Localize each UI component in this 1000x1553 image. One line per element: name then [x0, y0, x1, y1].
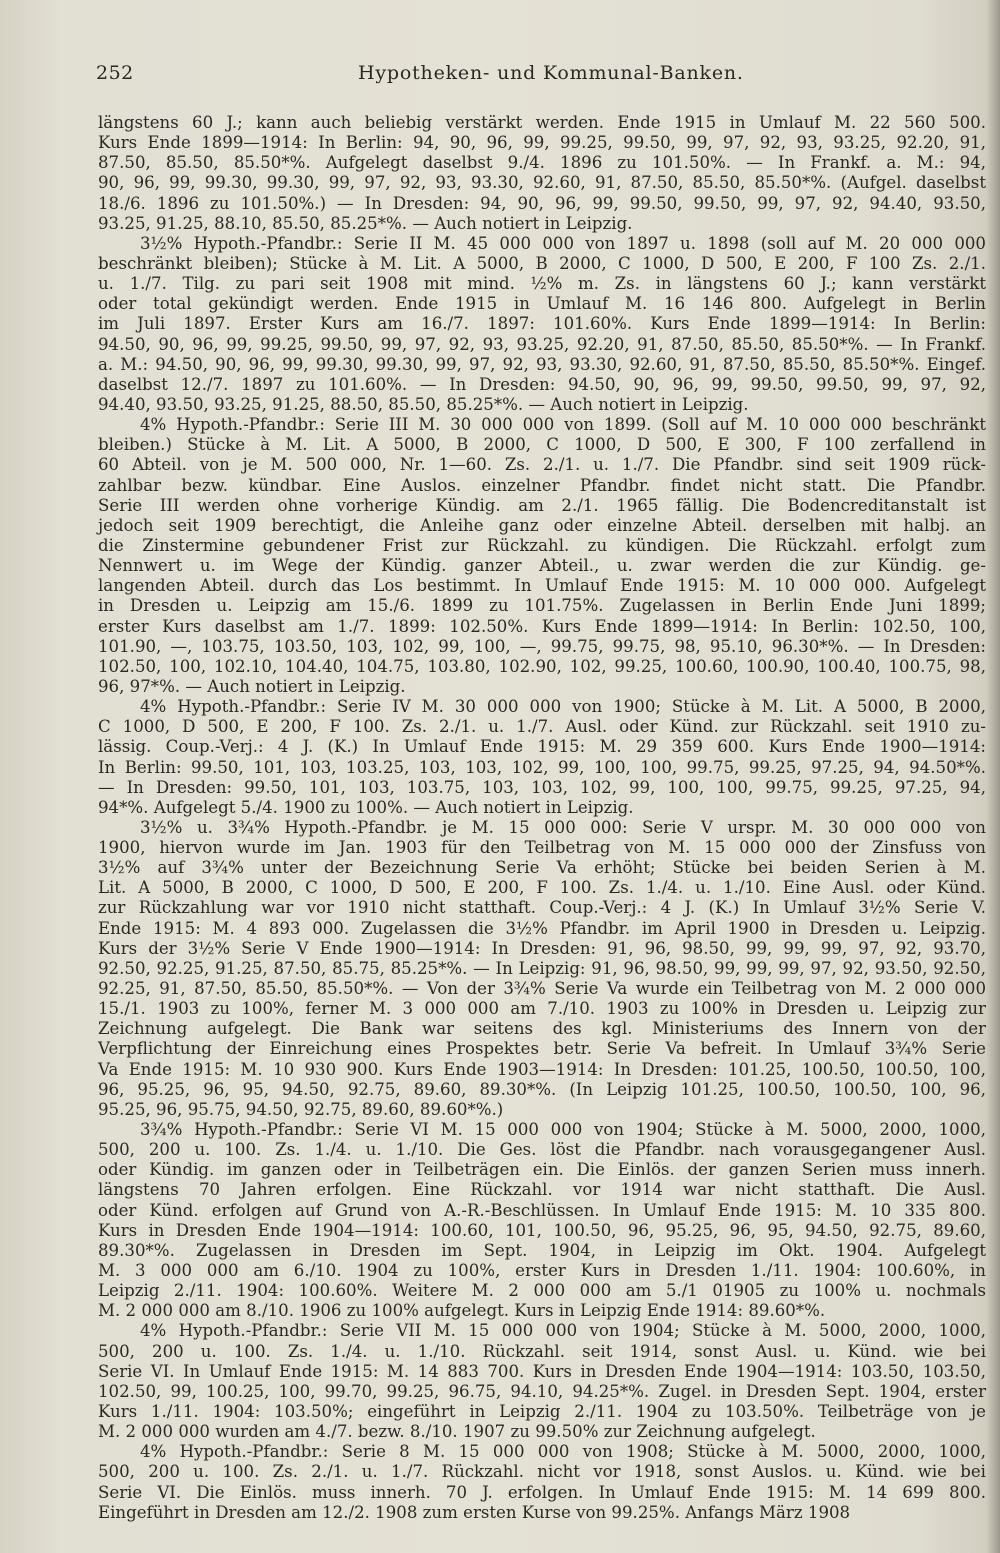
text-line: — In Dresden: 99.50, 101, 103, 103.75, 103, 103, 102, 99, 100, 100, 99.75, 99.25, 97.25, 94, [98, 777, 986, 797]
text-line: C 1000, D 500, E 200, F 100. Zs. 2./1. u. 1./7. Ausl. oder Künd. zur Rückzahl. seit 1910 zu- [98, 717, 986, 737]
text-line: a. M.: 94.50, 90, 96, 99, 99.30, 99.30, 99, 97, 92, 93, 93.30, 92.60, 91, 87.50, 85.50, 85.50*%. Eingef. [98, 354, 986, 374]
text-line: oder Künd. erfolgen auf Grund von A.-R.-Beschlüssen. In Umlauf Ende 1915: M. 10 335 800. [98, 1200, 986, 1220]
text-line: 94.40, 93.50, 93.25, 91.25, 88.50, 85.50, 85.25*%. — Auch notiert in Leipzig. [98, 394, 749, 414]
text-line: beschränkt bleiben); Stücke à M. Lit. A 5000, B 2000, C 1000, D 500, E 200, F 100 Zs. 2./1. [98, 253, 986, 273]
text-line: 90, 96, 99, 99.30, 99.30, 99, 97, 92, 93, 93.30, 92.60, 91, 87.50, 85.50, 85.50*%. (Aufgel. daselbst [98, 173, 986, 193]
text-line: Nennwert u. im Wege der Kündig. ganzer Abteil., u. zwar werden die zur Kündig. ge- [98, 556, 986, 576]
text-line: 89.30*%. Zugelassen in Dresden im Sept. 1904, in Leipzig im Okt. 1904. Aufgelegt [98, 1240, 986, 1260]
text-line: 18./6. 1896 zu 101.50%.) — In Dresden: 94, 90, 96, 99, 99.50, 99.50, 99, 97, 92, 94.40, 93.50, [98, 193, 986, 213]
text-line: Serie VI. In Umlauf Ende 1915: M. 14 883 700. Kurs in Dresden Ende 1904—1914: 103.50, 103.50, [98, 1361, 986, 1381]
text-line: bleiben.) Stücke à M. Lit. A 5000, B 2000, C 1000, D 500, E 300, F 100 zerfallend in [98, 435, 986, 455]
page-header [96, 62, 976, 86]
text-line: erster Kurs daselbst am 1./7. 1899: 102.50%. Kurs Ende 1899—1914: In Berlin: 102.50, 100, [98, 616, 986, 636]
text-line: Ende 1915: M. 4 893 000. Zugelassen die 3½% Pfandbr. im April 1900 in Dresden u. Leipzig. [98, 918, 986, 938]
text-line: jedoch seit 1909 berechtigt, die Anleihe ganz oder einzelne Abteil. derselben mit halbj. an [98, 515, 986, 535]
text-line: längstens 60 J.; kann auch beliebig verstärkt werden. Ende 1915 in Umlauf M. 22 560 500. [98, 113, 986, 132]
text-line: 500, 200 u. 100. Zs. 1./4. u. 1./10. Rückzahl. seit 1914, sonst Ausl. u. Künd. wie bei [98, 1341, 986, 1361]
text-line: 96, 97*%. — Auch notiert in Leipzig. [98, 676, 406, 696]
text-line: Eingeführt in Dresden am 12./2. 1908 zum ersten Kurse von 99.25%. Anfangs März 1908 [98, 1502, 851, 1522]
text-line: In Berlin: 99.50, 101, 103, 103.25, 103, 103, 102, 99, 100, 100, 99.75, 99.25, 97.25, 94, 94.50*%. [98, 757, 986, 777]
text-line: 92.25, 91, 87.50, 85.50, 85.50*%. — Von der 3¾% Serie Va wurde ein Teilbetrag von M. 2 000 000 [98, 979, 986, 999]
text-line: langenden Abteil. durch das Los bestimmt. In Umlauf Ende 1915: M. 10 000 000. Aufgelegt [98, 576, 986, 596]
text-line: Kurs Ende 1899—1914: In Berlin: 94, 90, 96, 99, 99.25, 99.50, 99, 97, 92, 93, 93.25, 92.20, 91, [98, 133, 986, 153]
text-line: 4% Hypoth.-Pfandbr.: Serie 8 M. 15 000 000 von 1908; Stücke à M. 5000, 2000, 1000, [140, 1442, 986, 1462]
text-line: 95.25, 96, 95.75, 94.50, 92.75, 89.60, 89.60*%.) [98, 1099, 504, 1119]
text-line: Leipzig 2./11. 1904: 100.60%. Weitere M. 2 000 000 am 5./1 01905 zu 100% u. nochmals [98, 1281, 986, 1301]
running-title: Hypotheken- und Kommunal-Banken. [358, 62, 744, 84]
text-line: 3¾% Hypoth.-Pfandbr.: Serie VI M. 15 000 000 von 1904; Stücke à M. 5000, 2000, 1000, [140, 1120, 986, 1140]
text-line: 94.50, 90, 96, 99, 99.25, 99.50, 99, 97, 92, 93, 93.25, 92.20, 91, 87.50, 85.50, 85.50*%. — In Frankf. [98, 334, 986, 354]
text-line: 87.50, 85.50, 85.50*%. Aufgelegt daselbst 9./4. 1896 zu 101.50%. — In Frankf. a. M.: 94, [98, 153, 986, 173]
text-line: lässig. Coup.-Verj.: 4 J. (K.) In Umlauf Ende 1915: M. 29 359 600. Kurs Ende 1900—1914: [98, 737, 986, 757]
text-line: u. 1./7. Tilg. zu pari seit 1908 mit mind. ½% m. Zs. in längstens 60 J.; kann verstärkt [98, 274, 986, 294]
text-line: 3½% u. 3¾% Hypoth.-Pfandbr. je M. 15 000 000: Serie V urspr. M. 30 000 000 von [140, 817, 986, 837]
text-line: die Zinstermine gebundener Frist zur Rückzahl. zu kündigen. Die Rückzahl. erfolgt zum [98, 535, 986, 555]
text-line: längstens 70 Jahren erfolgen. Eine Rückzahl. vor 1914 war nicht statthaft. Die Ausl. [98, 1180, 986, 1200]
text-line: 4% Hypoth.-Pfandbr.: Serie VII M. 15 000 000 von 1904; Stücke à M. 5000, 2000, 1000, [140, 1321, 986, 1341]
text-line: zahlbar bezw. kündbar. Eine Auslos. einzelner Pfandbr. findet nicht statt. Die Pfandbr. [98, 475, 986, 495]
text-line: daselbst 12./7. 1897 zu 101.60%. — In Dresden: 94.50, 90, 96, 99, 99.50, 99.50, 99, 97, 92, [98, 374, 986, 394]
body-text [98, 113, 986, 1523]
text-line: 92.50, 92.25, 91.25, 87.50, 85.75, 85.25*%. — In Leipzig: 91, 96, 98.50, 99, 99, 99, 97, 92, 93.50, 92.50, [98, 958, 986, 978]
text-line: Kurs in Dresden Ende 1904—1914: 100.60, 101, 100.50, 96, 95.25, 96, 95, 94.50, 92.75, 89.60, [98, 1220, 986, 1240]
text-line: Serie III werden ohne vorherige Kündig. am 2./1. 1965 fällig. Die Bodencreditanstalt ist [98, 495, 986, 515]
text-line: 3½% Hypoth.-Pfandbr.: Serie II M. 45 000 000 von 1897 u. 1898 (soll auf M. 20 000 000 [140, 233, 986, 253]
text-line: Lit. A 5000, B 2000, C 1000, D 500, E 200, F 100. Zs. 1./4. u. 1./10. Eine Ausl. oder Künd. [98, 878, 986, 898]
text-line: Kurs der 3½% Serie V Ende 1900—1914: In Dresden: 91, 96, 98.50, 99, 99, 99, 97, 92, 93.70, [98, 938, 986, 958]
text-line: Va Ende 1915: M. 10 930 900. Kurs Ende 1903—1914: In Dresden: 101.25, 100.50, 100.50, 100, [98, 1059, 986, 1079]
text-line: Verpflichtung der Einreichung eines Prospektes betr. Serie Va befreit. In Umlauf 3¾% Serie [98, 1039, 986, 1059]
text-line: 101.90, —, 103.75, 103.50, 103, 102, 99, 100, —, 99.75, 99.75, 98, 95.10, 96.30*%. — In Dresden: [98, 636, 986, 656]
text-line: zur Rückzahlung war vor 1910 nicht statthaft. Coup.-Verj.: 4 J. (K.) In Umlauf 3½% Serie V. [98, 898, 986, 918]
text-line: M. 3 000 000 am 6./10. 1904 zu 100%, erster Kurs in Dresden 1./11. 1904: 100.60%, in [98, 1261, 986, 1281]
text-line: 102.50, 99, 100.25, 100, 99.70, 99.25, 96.75, 94.10, 94.25*%. Zugel. in Dresden Sept. 1904, erster [98, 1381, 986, 1401]
text-line: 15./1. 1903 zu 100%, ferner M. 3 000 000 am 7./10. 1903 zu 100% in Dresden u. Leipzig zur [98, 999, 986, 1019]
text-line: 102.50, 100, 102.10, 104.40, 104.75, 103.80, 102.90, 102, 99.25, 100.60, 100.90, 100.40, 100.75, 98, [98, 656, 986, 676]
text-line: M. 2 000 000 am 8./10. 1906 zu 100% aufgelegt. Kurs in Leipzig Ende 1914: 89.60*%. [98, 1301, 826, 1321]
text-line: M. 2 000 000 wurden am 4./7. bezw. 8./10. 1907 zu 99.50% zur Zeichnung aufgelegt. [98, 1422, 816, 1442]
text-line: 60 Abteil. von je M. 500 000, Nr. 1—60. Zs. 2./1. u. 1./7. Die Pfandbr. sind seit 1909 rück- [98, 455, 986, 475]
text-line: 94*%. Aufgelegt 5./4. 1900 zu 100%. — Auch notiert in Leipzig. [98, 797, 634, 817]
text-line: 500, 200 u. 100. Zs. 2./1. u. 1./7. Rückzahl. nicht vor 1918, sonst Auslos. u. Künd. wie bei [98, 1462, 986, 1482]
text-line: 4% Hypoth.-Pfandbr.: Serie III M. 30 000 000 von 1899. (Soll auf M. 10 000 000 beschränkt [140, 415, 986, 435]
text-line: 96, 95.25, 96, 95, 94.50, 92.75, 89.60, 89.30*%. (In Leipzig 101.25, 100.50, 100.50, 100, 96, [98, 1079, 986, 1099]
text-line: 93.25, 91.25, 88.10, 85.50, 85.25*%. — Auch notiert in Leipzig. [98, 213, 633, 233]
text-line: Kurs 1./11. 1904: 103.50%; eingeführt in Leipzig 2./11. 1904 zu 103.50%. Teilbeträge von je [98, 1402, 986, 1421]
text-line: im Juli 1897. Erster Kurs am 16./7. 1897: 101.60%. Kurs Ende 1899—1914: In Berlin: [98, 314, 986, 334]
text-line: Serie VI. Die Einlös. muss innerh. 70 J. erfolgen. In Umlauf Ende 1915: M. 14 699 800. [98, 1482, 986, 1502]
text-line: 3½% auf 3¾% unter der Bezeichnung Serie Va erhöht; Stücke bei beiden Serien à M. [98, 858, 986, 878]
text-line: oder total gekündigt werden. Ende 1915 in Umlauf M. 16 146 800. Aufgelegt in Berlin [98, 294, 986, 314]
text-line: Zeichnung aufgelegt. Die Bank war seitens des kgl. Ministeriums des Innern von der [98, 1019, 986, 1039]
text-line: 1900, hiervon wurde im Jan. 1903 für den Teilbetrag von M. 15 000 000 der Zinsfuss von [98, 838, 986, 858]
page-edge-shadow [986, 0, 1000, 1553]
text-line: 500, 200 u. 100. Zs. 1./4. u. 1./10. Die Ges. löst die Pfandbr. nach vorausgegangener Ausl. [98, 1140, 986, 1160]
page-number: 252 [96, 62, 134, 84]
text-line: oder Kündig. im ganzen oder in Teilbeträgen ein. Die Einlös. der ganzen Serien muss innerh. [98, 1160, 986, 1180]
text-line: 4% Hypoth.-Pfandbr.: Serie IV M. 30 000 000 von 1900; Stücke à M. Lit. A 5000, B 2000, [140, 697, 986, 717]
text-line: in Dresden u. Leipzig am 15./6. 1899 zu 101.75%. Zugelassen in Berlin Ende Juni 1899; [98, 596, 986, 616]
